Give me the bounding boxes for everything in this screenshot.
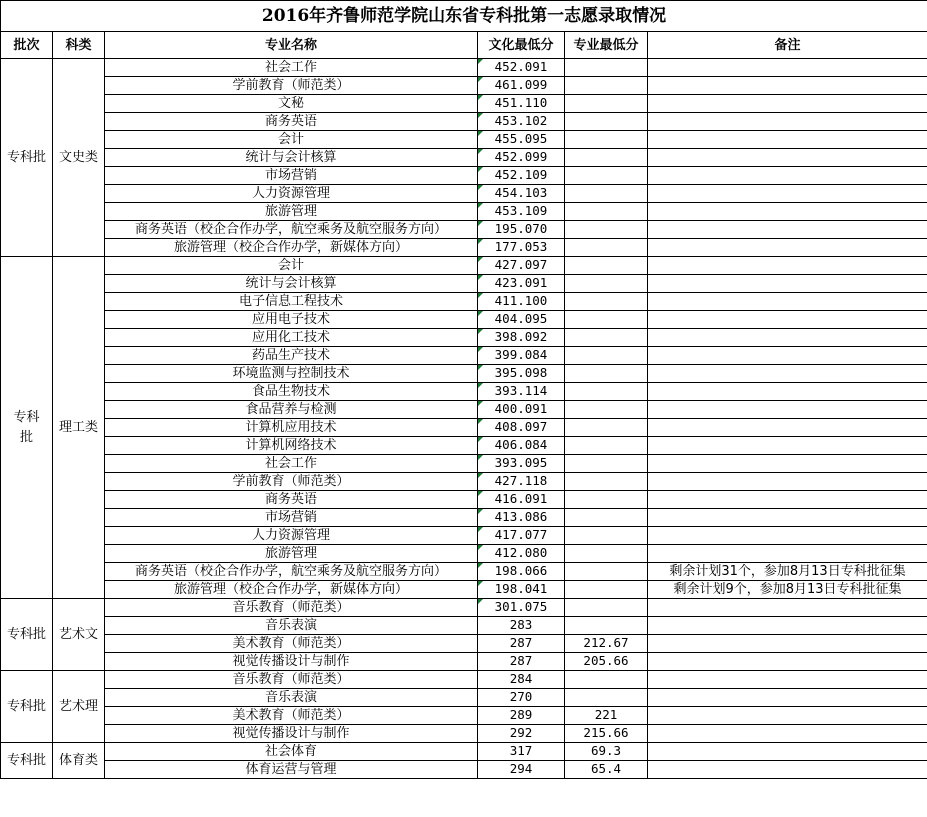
- table-row: [1, 473, 927, 491]
- table-row: [1, 239, 927, 257]
- table-row: [1, 383, 927, 401]
- major-name-cell: 市场营销: [105, 509, 478, 527]
- table-row: [1, 689, 927, 707]
- note-cell: [648, 95, 927, 113]
- note-cell: [648, 275, 927, 293]
- culture-score-cell: 453.109: [478, 203, 565, 221]
- culture-score-cell: 393.114: [478, 383, 565, 401]
- major-score-cell: [565, 617, 648, 635]
- note-cell: [648, 743, 927, 761]
- culture-score-cell: 408.097: [478, 419, 565, 437]
- culture-score-cell: 412.080: [478, 545, 565, 563]
- table-row: [1, 671, 927, 689]
- note-cell: [648, 383, 927, 401]
- major-name-cell: 药品生产技术: [105, 347, 478, 365]
- table-row: [1, 311, 927, 329]
- table-row: [1, 743, 927, 761]
- note-cell: [648, 113, 927, 131]
- major-name-cell: 商务英语: [105, 491, 478, 509]
- major-name-cell: 计算机网络技术: [105, 437, 478, 455]
- major-name-cell: 旅游管理: [105, 545, 478, 563]
- note-cell: [648, 689, 927, 707]
- major-score-cell: [565, 275, 648, 293]
- header-major-min: 专业最低分: [565, 32, 648, 59]
- culture-score-cell: 406.084: [478, 437, 565, 455]
- note-cell: [648, 293, 927, 311]
- table-row: [1, 599, 927, 617]
- major-score-cell: [565, 131, 648, 149]
- culture-score-cell: 423.091: [478, 275, 565, 293]
- note-cell: [648, 257, 927, 275]
- note-cell: 剩余计划9个，参加8月13日专科批征集: [648, 581, 927, 599]
- culture-score-cell: 393.095: [478, 455, 565, 473]
- batch-label: 专科批: [13, 409, 40, 445]
- note-cell: [648, 509, 927, 527]
- major-name-cell: 统计与会计核算: [105, 149, 478, 167]
- culture-score-cell: 287: [478, 653, 565, 671]
- culture-score-cell: 404.095: [478, 311, 565, 329]
- culture-score-cell: 413.086: [478, 509, 565, 527]
- table-row: [1, 401, 927, 419]
- table-row: [1, 635, 927, 653]
- major-score-cell: 69.3: [565, 743, 648, 761]
- major-name-cell: 学前教育（师范类）: [105, 77, 478, 95]
- major-score-cell: [565, 167, 648, 185]
- major-name-cell: 音乐表演: [105, 617, 478, 635]
- note-cell: [648, 401, 927, 419]
- major-score-cell: [565, 455, 648, 473]
- major-name-cell: 应用电子技术: [105, 311, 478, 329]
- major-score-cell: [565, 185, 648, 203]
- note-cell: [648, 347, 927, 365]
- note-cell: [648, 77, 927, 95]
- batch-cell: [1, 257, 53, 599]
- major-score-cell: [565, 419, 648, 437]
- note-cell: [648, 131, 927, 149]
- table-row: [1, 725, 927, 743]
- major-name-cell: 旅游管理（校企合作办学，新媒体方向）: [105, 581, 478, 599]
- table-row: [1, 293, 927, 311]
- batch-cell: [1, 671, 53, 743]
- major-score-cell: [565, 473, 648, 491]
- major-score-cell: [565, 599, 648, 617]
- major-score-cell: [565, 401, 648, 419]
- major-name-cell: 学前教育（师范类）: [105, 473, 478, 491]
- header-batch: 批次: [1, 32, 53, 59]
- culture-score-cell: 461.099: [478, 77, 565, 95]
- major-score-cell: [565, 257, 648, 275]
- major-name-cell: 音乐教育（师范类）: [105, 599, 478, 617]
- batch-cell: [1, 743, 53, 779]
- note-cell: [648, 545, 927, 563]
- culture-score-cell: 177.053: [478, 239, 565, 257]
- note-cell: [648, 419, 927, 437]
- note-cell: [648, 437, 927, 455]
- culture-score-cell: 287: [478, 635, 565, 653]
- category-cell: 理工类: [53, 257, 105, 599]
- table-row: [1, 329, 927, 347]
- major-name-cell: 视觉传播设计与制作: [105, 653, 478, 671]
- major-score-cell: 212.67: [565, 635, 648, 653]
- note-cell: [648, 59, 927, 77]
- table-row: [1, 113, 927, 131]
- batch-label: 专科批: [6, 149, 46, 165]
- major-name-cell: 社会工作: [105, 455, 478, 473]
- major-name-cell: 应用化工技术: [105, 329, 478, 347]
- table-row: [1, 167, 927, 185]
- culture-score-cell: 455.095: [478, 131, 565, 149]
- table-row: [1, 707, 927, 725]
- major-score-cell: [565, 509, 648, 527]
- major-score-cell: [565, 203, 648, 221]
- note-cell: [648, 329, 927, 347]
- table-row: [1, 509, 927, 527]
- note-cell: [648, 203, 927, 221]
- major-score-cell: [565, 689, 648, 707]
- table-row: [1, 455, 927, 473]
- major-score-cell: [565, 671, 648, 689]
- table-row: [1, 257, 927, 275]
- major-score-cell: [565, 329, 648, 347]
- table-row: [1, 347, 927, 365]
- note-cell: [648, 311, 927, 329]
- major-name-cell: 音乐表演: [105, 689, 478, 707]
- major-score-cell: [565, 221, 648, 239]
- note-cell: [648, 653, 927, 671]
- batch-label: 专科批: [6, 626, 46, 642]
- culture-score-cell: 294: [478, 761, 565, 779]
- culture-score-cell: 317: [478, 743, 565, 761]
- table-row: [1, 131, 927, 149]
- culture-score-cell: 452.109: [478, 167, 565, 185]
- major-name-cell: 音乐教育（师范类）: [105, 671, 478, 689]
- table-row: [1, 527, 927, 545]
- category-cell: 艺术文: [53, 599, 105, 671]
- culture-score-cell: 411.100: [478, 293, 565, 311]
- batch-cell: [1, 599, 53, 671]
- batch-cell: [1, 59, 53, 257]
- note-cell: [648, 221, 927, 239]
- major-name-cell: 文秘: [105, 95, 478, 113]
- major-score-cell: [565, 95, 648, 113]
- note-cell: [648, 635, 927, 653]
- major-name-cell: 社会工作: [105, 59, 478, 77]
- table-row: [1, 275, 927, 293]
- note-cell: [648, 671, 927, 689]
- major-score-cell: [565, 149, 648, 167]
- header-culture-min: 文化最低分: [478, 32, 565, 59]
- major-name-cell: 社会体育: [105, 743, 478, 761]
- major-score-cell: [565, 581, 648, 599]
- header-major: 专业名称: [105, 32, 478, 59]
- major-name-cell: 旅游管理: [105, 203, 478, 221]
- major-score-cell: [565, 527, 648, 545]
- note-cell: [648, 599, 927, 617]
- note-cell: [648, 149, 927, 167]
- table-row: [1, 203, 927, 221]
- major-name-cell: 美术教育（师范类）: [105, 635, 478, 653]
- culture-score-cell: 451.110: [478, 95, 565, 113]
- major-name-cell: 环境监测与控制技术: [105, 365, 478, 383]
- culture-score-cell: 198.066: [478, 563, 565, 581]
- note-cell: [648, 617, 927, 635]
- major-name-cell: 视觉传播设计与制作: [105, 725, 478, 743]
- culture-score-cell: 452.091: [478, 59, 565, 77]
- major-name-cell: 人力资源管理: [105, 185, 478, 203]
- table-row: [1, 491, 927, 509]
- category-cell: 体育类: [53, 743, 105, 779]
- culture-score-cell: 399.084: [478, 347, 565, 365]
- major-name-cell: 会计: [105, 257, 478, 275]
- category-cell: 文史类: [53, 59, 105, 257]
- note-cell: 剩余计划31个，参加8月13日专科批征集: [648, 563, 927, 581]
- header-note: 备注: [648, 32, 927, 59]
- note-cell: [648, 473, 927, 491]
- note-cell: [648, 527, 927, 545]
- table-row: [1, 581, 927, 599]
- table-row: [1, 185, 927, 203]
- table-row: [1, 221, 927, 239]
- major-name-cell: 计算机应用技术: [105, 419, 478, 437]
- culture-score-cell: 452.099: [478, 149, 565, 167]
- culture-score-cell: 417.077: [478, 527, 565, 545]
- major-name-cell: 电子信息工程技术: [105, 293, 478, 311]
- major-score-cell: [565, 347, 648, 365]
- culture-score-cell: 398.092: [478, 329, 565, 347]
- table-row: [1, 545, 927, 563]
- culture-score-cell: 292: [478, 725, 565, 743]
- major-name-cell: 会计: [105, 131, 478, 149]
- major-name-cell: 旅游管理（校企合作办学，新媒体方向）: [105, 239, 478, 257]
- culture-score-cell: 270: [478, 689, 565, 707]
- major-score-cell: [565, 383, 648, 401]
- major-score-cell: [565, 563, 648, 581]
- header-row: [1, 32, 927, 59]
- table-row: [1, 149, 927, 167]
- note-cell: [648, 725, 927, 743]
- culture-score-cell: 289: [478, 707, 565, 725]
- culture-score-cell: 453.102: [478, 113, 565, 131]
- culture-score-cell: 400.091: [478, 401, 565, 419]
- major-name-cell: 市场营销: [105, 167, 478, 185]
- note-cell: [648, 185, 927, 203]
- note-cell: [648, 365, 927, 383]
- major-name-cell: 食品生物技术: [105, 383, 478, 401]
- note-cell: [648, 761, 927, 779]
- table-row: [1, 95, 927, 113]
- table-row: [1, 365, 927, 383]
- major-name-cell: 食品营养与检测: [105, 401, 478, 419]
- major-name-cell: 统计与会计核算: [105, 275, 478, 293]
- major-score-cell: 215.66: [565, 725, 648, 743]
- note-cell: [648, 707, 927, 725]
- culture-score-cell: 283: [478, 617, 565, 635]
- culture-score-cell: 454.103: [478, 185, 565, 203]
- table-row: [1, 77, 927, 95]
- major-score-cell: 205.66: [565, 653, 648, 671]
- major-score-cell: [565, 77, 648, 95]
- major-score-cell: [565, 365, 648, 383]
- table-row: [1, 563, 927, 581]
- major-name-cell: 美术教育（师范类）: [105, 707, 478, 725]
- batch-label: 专科批: [6, 698, 46, 714]
- culture-score-cell: 427.097: [478, 257, 565, 275]
- culture-score-cell: 416.091: [478, 491, 565, 509]
- major-score-cell: [565, 113, 648, 131]
- culture-score-cell: 427.118: [478, 473, 565, 491]
- culture-score-cell: 198.041: [478, 581, 565, 599]
- table-row: [1, 617, 927, 635]
- category-cell: 艺术理: [53, 671, 105, 743]
- table-row: [1, 437, 927, 455]
- note-cell: [648, 239, 927, 257]
- note-cell: [648, 491, 927, 509]
- major-score-cell: [565, 59, 648, 77]
- note-cell: [648, 455, 927, 473]
- major-name-cell: 商务英语（校企合作办学，航空乘务及航空服务方向）: [105, 563, 478, 581]
- culture-score-cell: 284: [478, 671, 565, 689]
- table-row: [1, 419, 927, 437]
- header-category: 科类: [53, 32, 105, 59]
- table-row: [1, 59, 927, 77]
- note-cell: [648, 167, 927, 185]
- major-score-cell: [565, 437, 648, 455]
- batch-label: 专科批: [6, 752, 46, 768]
- major-score-cell: [565, 293, 648, 311]
- major-name-cell: 体育运营与管理: [105, 761, 478, 779]
- culture-score-cell: 195.070: [478, 221, 565, 239]
- major-name-cell: 商务英语: [105, 113, 478, 131]
- major-score-cell: 221: [565, 707, 648, 725]
- major-name-cell: 人力资源管理: [105, 527, 478, 545]
- major-score-cell: 65.4: [565, 761, 648, 779]
- major-score-cell: [565, 311, 648, 329]
- table-title: 2016年齐鲁师范学院山东省专科批第一志愿录取情况: [1, 1, 927, 32]
- major-score-cell: [565, 239, 648, 257]
- culture-score-cell: 395.098: [478, 365, 565, 383]
- table-row: [1, 653, 927, 671]
- major-name-cell: 商务英语（校企合作办学，航空乘务及航空服务方向）: [105, 221, 478, 239]
- culture-score-cell: 301.075: [478, 599, 565, 617]
- major-score-cell: [565, 491, 648, 509]
- major-score-cell: [565, 545, 648, 563]
- table-row: [1, 761, 927, 779]
